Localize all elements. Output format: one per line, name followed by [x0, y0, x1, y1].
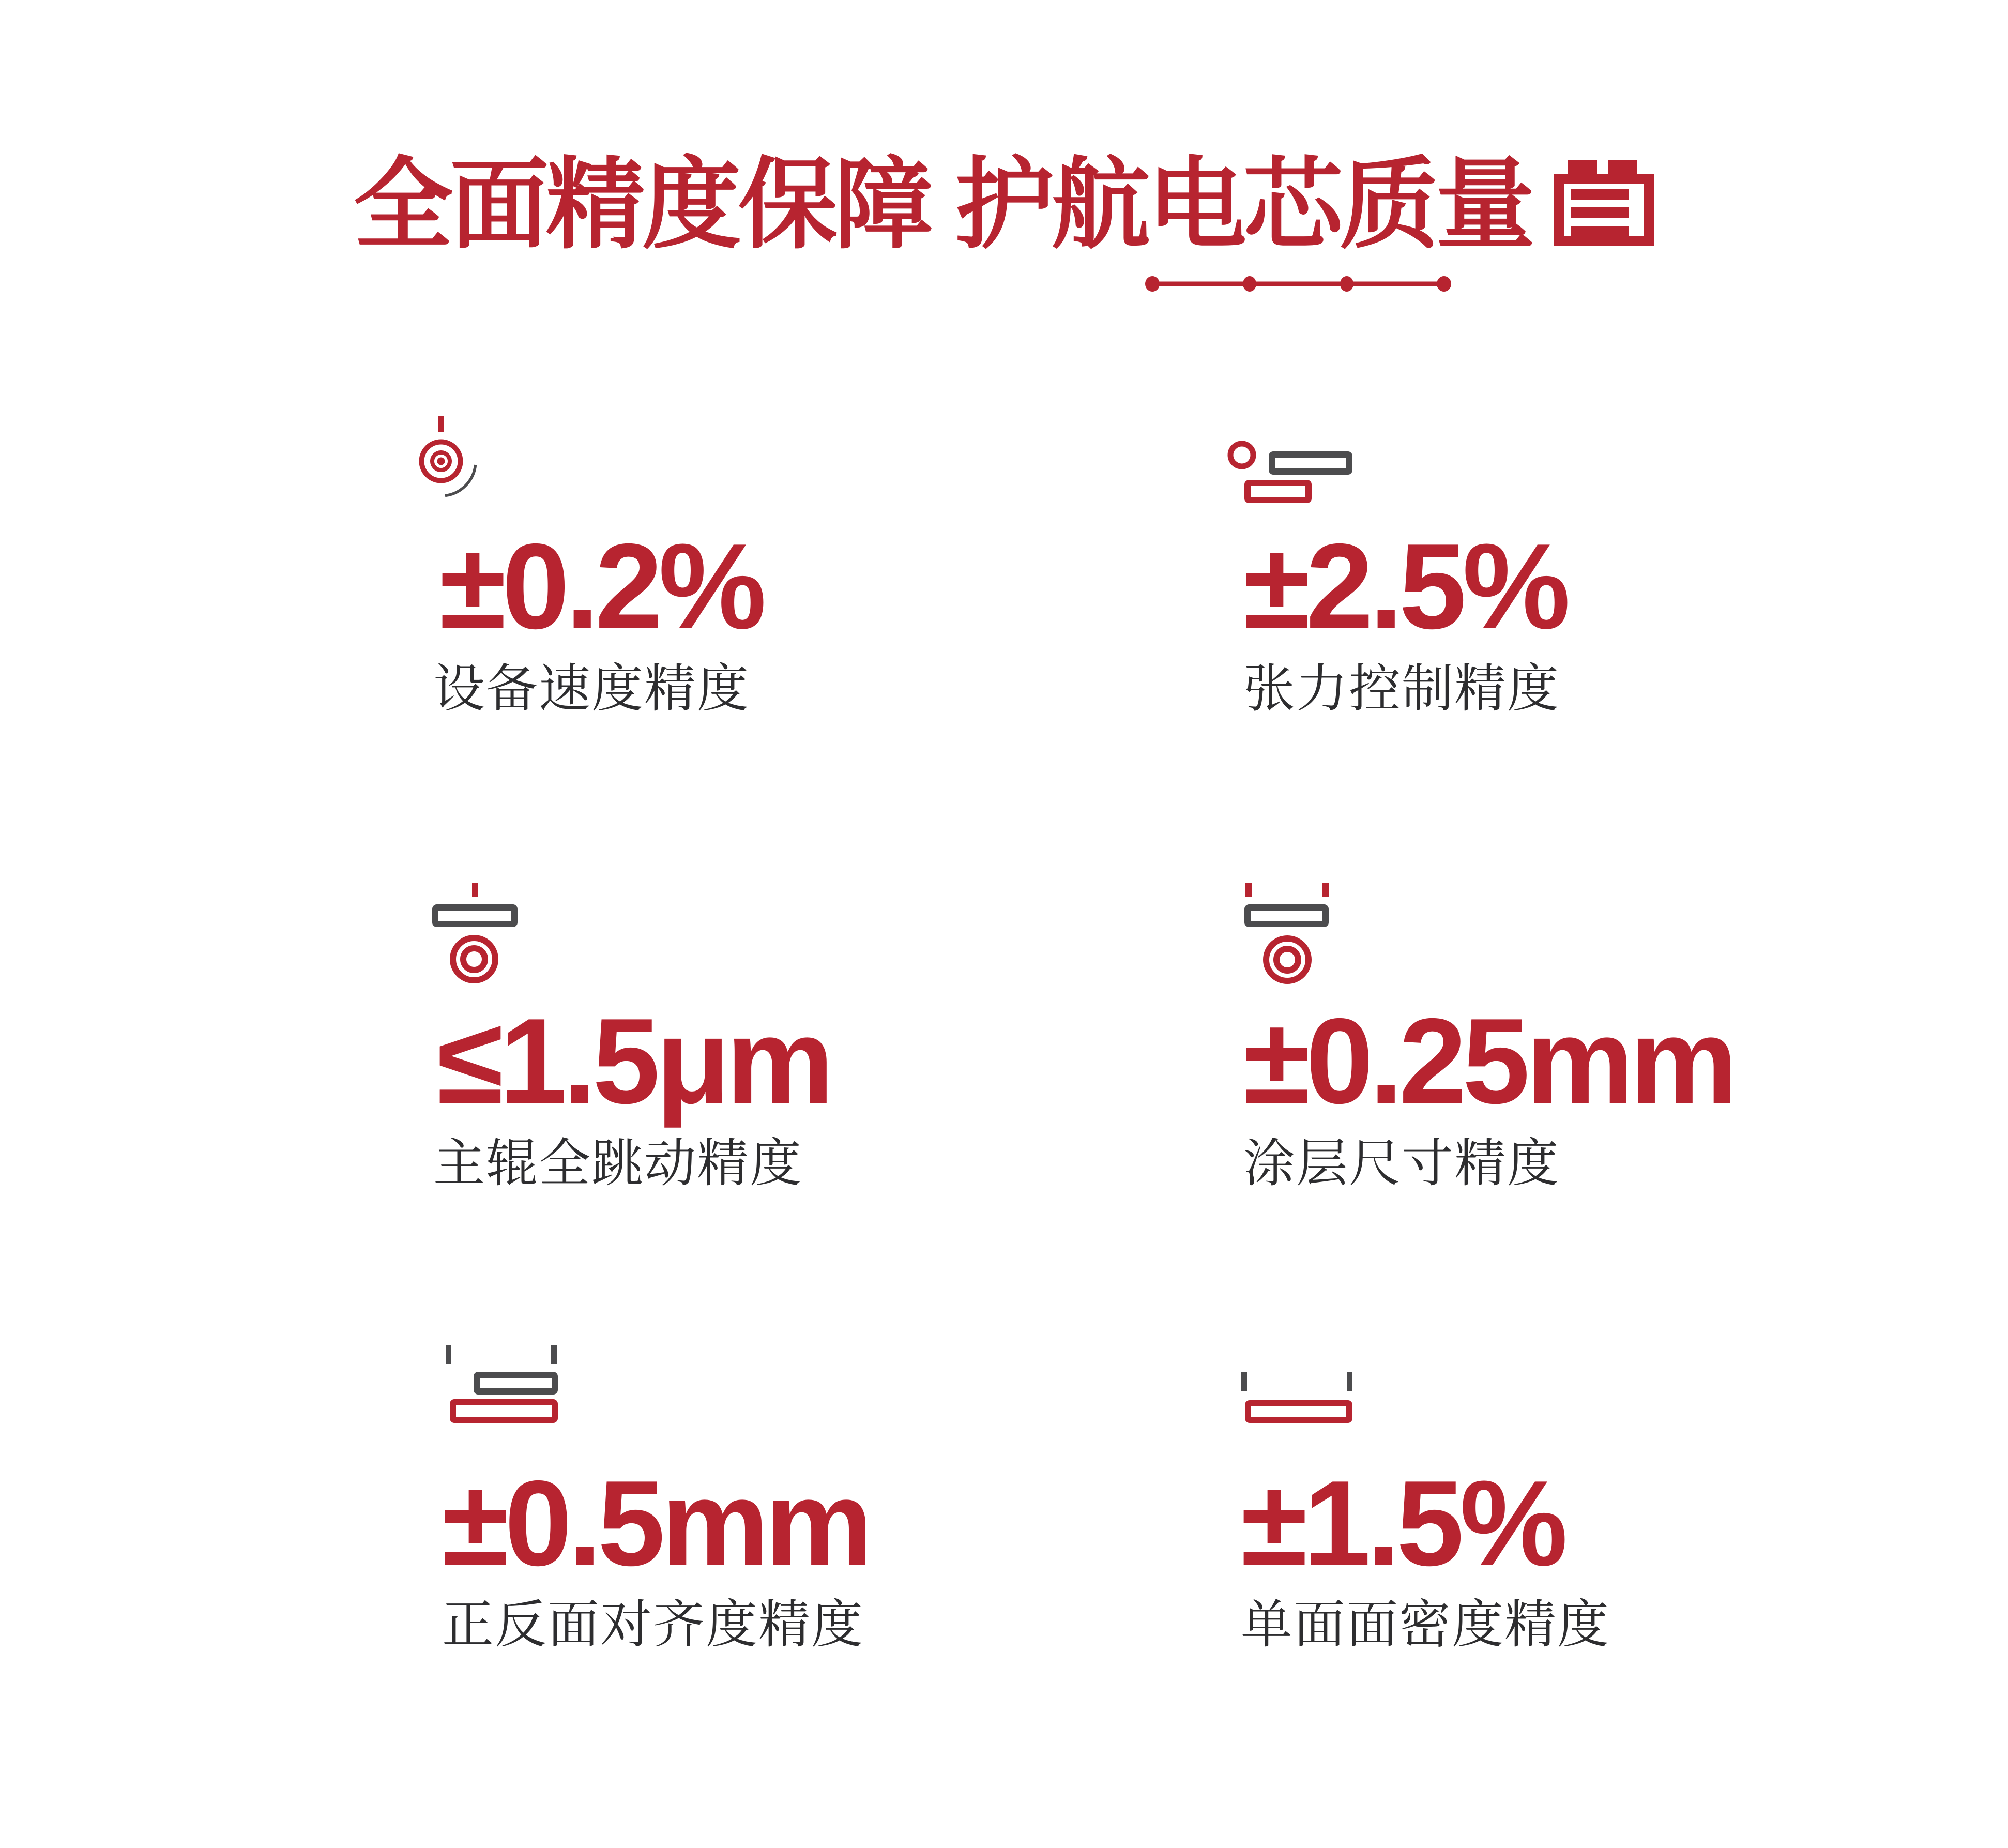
front-back-alignment-icon: [442, 1339, 564, 1427]
roller-speed-icon: [414, 414, 501, 502]
stat-value-alignment: ±0.5mm: [442, 1455, 869, 1591]
stat-label-tension: 张力控制精度: [1243, 660, 1560, 718]
stat-label-runout: 主辊全跳动精度: [433, 1134, 802, 1192]
coating-dimension-icon: [1241, 879, 1334, 988]
stat-value-coating: ±0.25mm: [1243, 993, 1734, 1129]
battery-icon: [1554, 160, 1654, 249]
header: [0, 149, 2008, 260]
stat-label-coating: 涂层尺寸精度: [1243, 1134, 1560, 1192]
tension-control-icon: [1227, 437, 1357, 507]
stat-label-alignment: 正反面对齐度精度: [442, 1596, 864, 1654]
page-title: 全面精度保障 护航电芯质量: [353, 149, 1532, 260]
stat-value-density: ±1.5%: [1241, 1455, 1564, 1591]
roller-runout-icon: [429, 879, 522, 988]
stat-value-runout: ≤1.5μm: [437, 993, 830, 1129]
stat-value-speed: ±0.2%: [439, 518, 763, 654]
title-underline-dotted-line: [1145, 276, 1452, 292]
stat-label-density: 单面面密度精度: [1241, 1596, 1610, 1654]
stat-value-tension: ±2.5%: [1243, 518, 1566, 654]
areal-density-icon: [1238, 1368, 1357, 1427]
stat-label-speed: 设备速度精度: [433, 660, 750, 718]
